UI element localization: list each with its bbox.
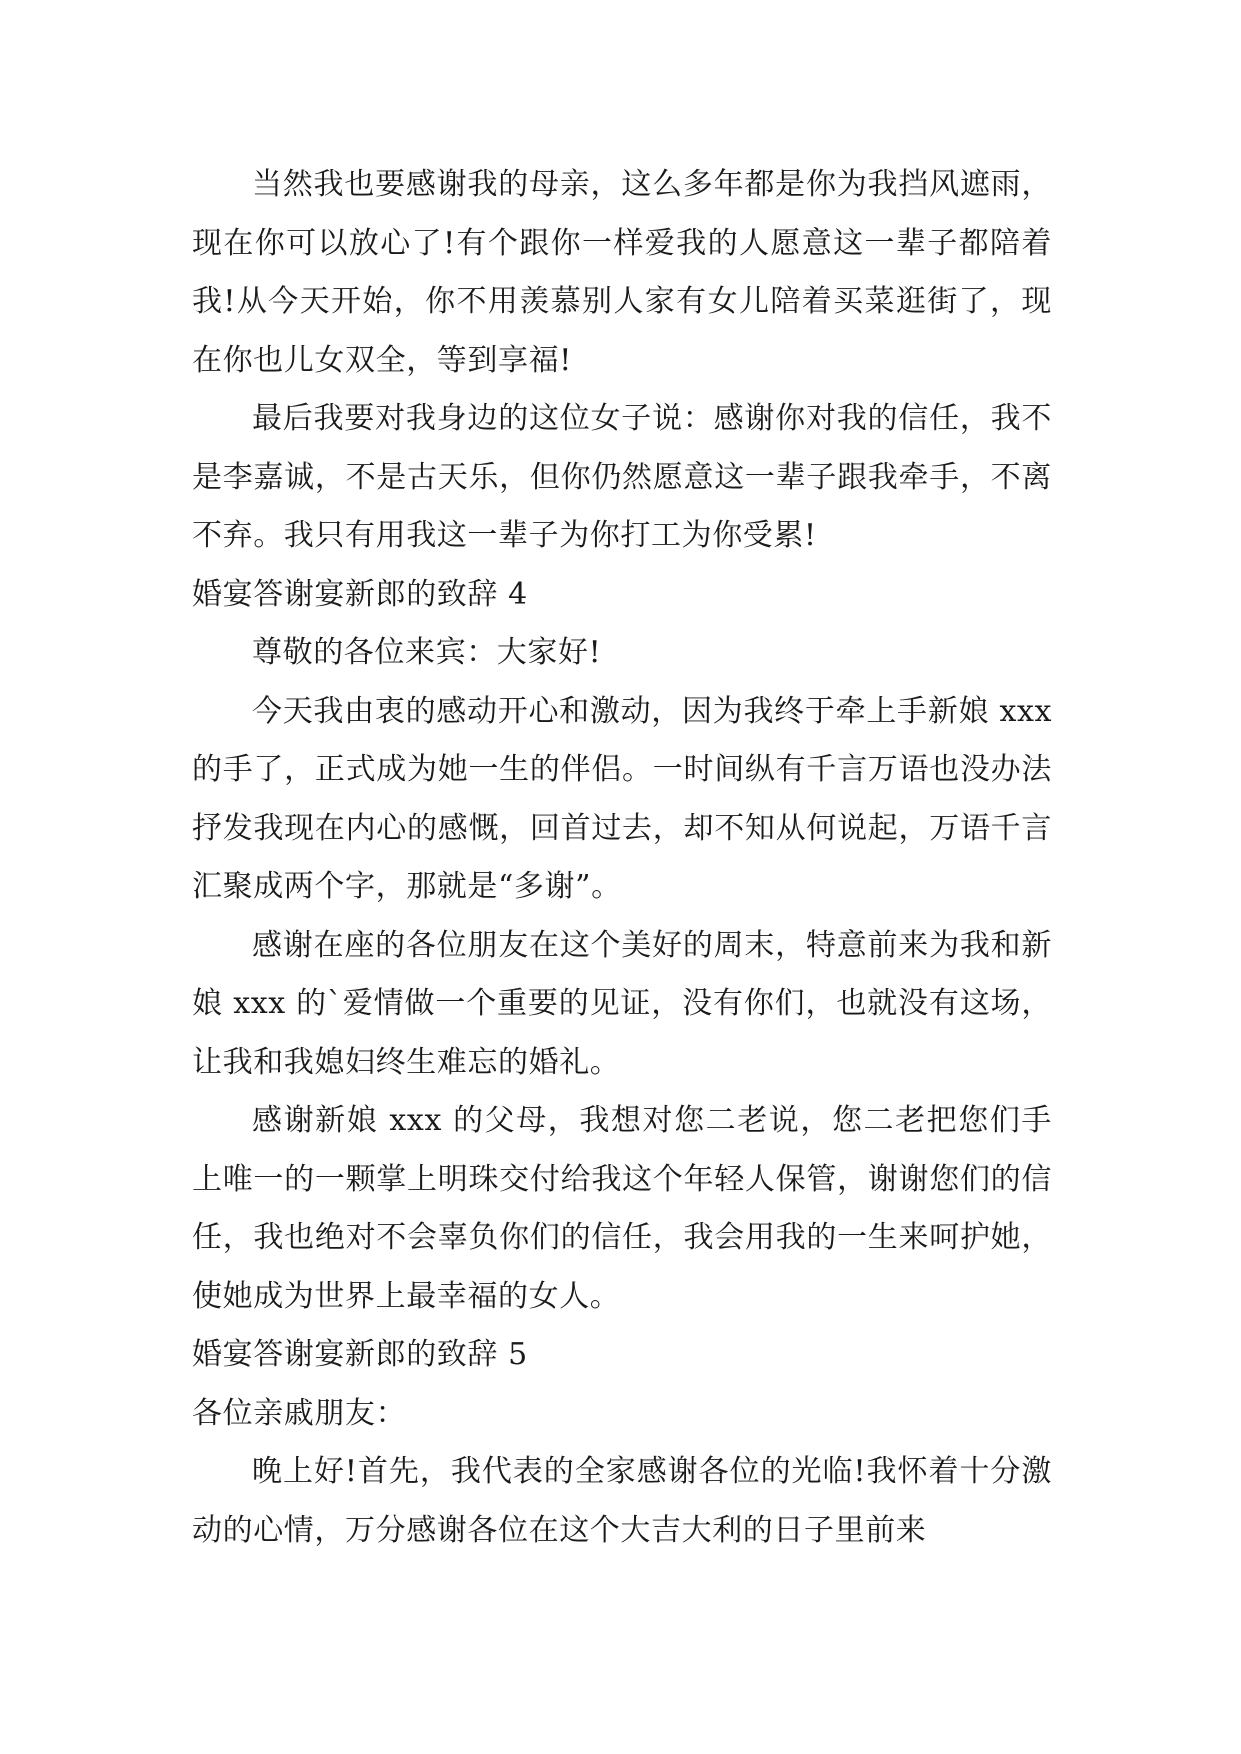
paragraph-evening: 晚上好!首先，我代表的全家感谢各位的光临!我怀着十分激动的心情，万分感谢各位在这个大吉大利的日子里前来: [192, 1454, 1052, 1548]
paragraph-thanks-mother: 当然我也要感谢我的母亲，这么多年都是你为我挡风遮雨，现在你可以放心了!有个跟你一样爱我的人愿意这一辈子都陪着我!从今天开始，你不用羡慕别人家有女儿陪着买菜逛街了，现在你也儿女双全，等到享福!: [192, 167, 1052, 378]
paragraph-thanks-parents: 感谢新娘 xxx 的父母，我想对您二老说，您二老把您们手上唯一的一颗掌上明珠交付给我这个年轻人保管，谢谢您们的信任，我也绝对不会辜负你们的信任，我会用我的一生来呵护她，使她成为世界上最幸福的女人。: [192, 1103, 1052, 1314]
paragraph-today: 今天我由衷的感动开心和激动，因为我终于牵上手新娘 xxx 的手了，正式成为她一生的伴侣。一时间纵有千言万语也没办法抒发我现在内心的感慨，回首过去，却不知从何说起，万语千言汇聚成两个字，那就是“多谢”。: [192, 693, 1052, 904]
paragraph-thanks-bride: 最后我要对我身边的这位女子说：感谢你对我的信任，我不是李嘉诚，不是古天乐，但你仍然愿意这一辈子跟我牵手，不离不弃。我只有用我这一辈子为你打工为你受累!: [192, 401, 1052, 553]
paragraph-greeting: 尊敬的各位来宾：大家好!: [252, 635, 602, 670]
document-page: [192, 156, 1052, 1560]
section-heading-5: 婚宴答谢宴新郎的致辞 5: [192, 1337, 528, 1372]
salutation: 各位亲戚朋友：: [192, 1395, 407, 1431]
section-heading-4: 婚宴答谢宴新郎的致辞 4: [192, 576, 528, 612]
paragraph-thanks-friends: 感谢在座的各位朋友在这个美好的周末，特意前来为我和新娘 xxx 的`爱情做一个重要的见证，没有你们，也就没有这场，让我和我媳妇终生难忘的婚礼。: [192, 927, 1052, 1080]
